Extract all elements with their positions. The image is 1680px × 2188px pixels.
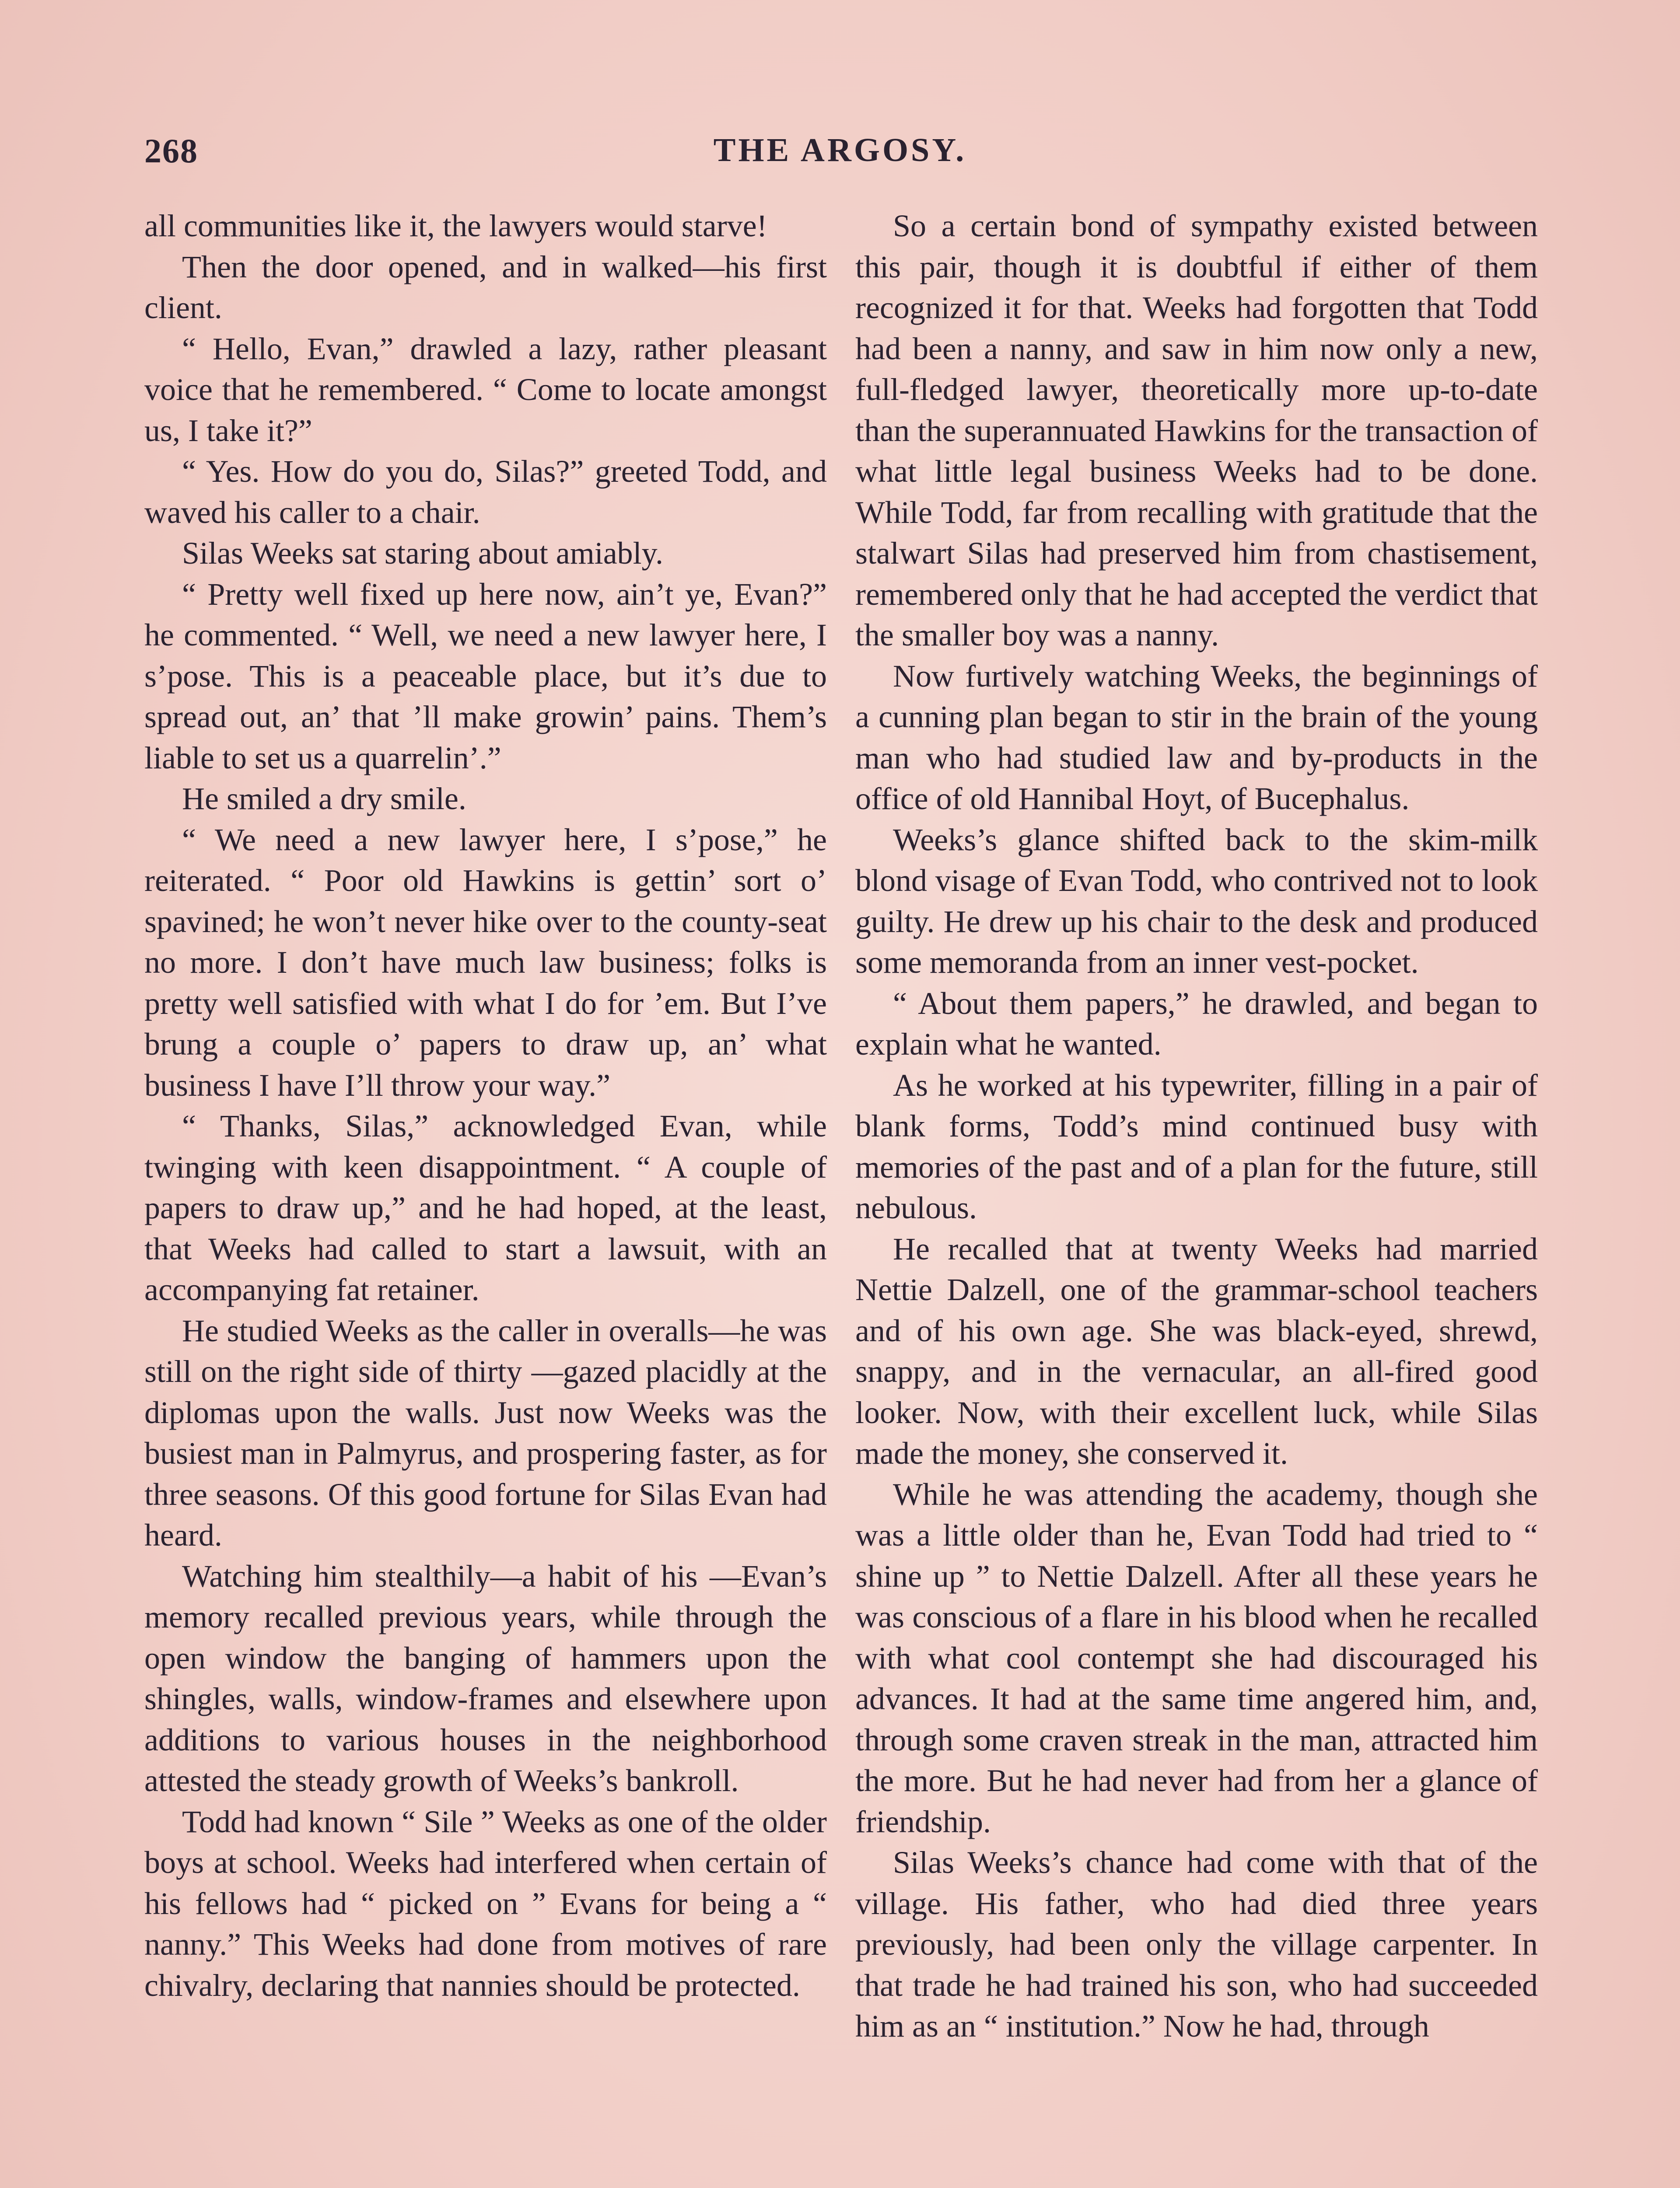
paragraph: He studied Weeks as the caller in overalls—he was still on the right side of thirty —gazed placidly at the diplomas upon the walls. Just now Weeks was the busiest man in Palmyrus, and prospering faster, as for three seasons. Of this good fortune for Silas Evan had heard.	[144, 1313, 827, 1553]
paragraph: “ Yes. How do you do, Silas?” greeted Todd, and waved his caller to a chair.	[144, 454, 827, 530]
paragraph: Weeks’s glance shifted back to the skim-milk blond visage of Evan Todd, who contrived not to look guilty. He drew up his chair to the desk and produced some memoranda from an inner vest-pocket.	[855, 822, 1538, 980]
paragraph: Watching him stealthily—a habit of his —Evan’s memory recalled previous years, while through the open window the banging of hammers upon the shingles, walls, window-frames and elsewhere upon additions to various houses in the neighborhood attested the steady growth of Weeks’s bankroll.	[144, 1558, 827, 1798]
paragraph: “ Pretty well fixed up here now, ain’t ye, Evan?” he commented. “ Well, we need a new lawyer here, I s’pose. This is a peaceable place, but it’s due to spread out, an’ that ’ll make growin’ pains. Them’s liable to set us a quarrelin’.”	[144, 576, 827, 775]
page-number: 268	[144, 132, 198, 170]
paragraph: Now furtively watching Weeks, the beginnings of a cunning plan began to stir in the brain of the young man who had studied law and by-products in the office of old Hannibal Hoyt, of Bucephalus.	[855, 658, 1538, 816]
paragraph: Todd had known “ Sile ” Weeks as one of the older boys at school. Weeks had interfered when certain of his fellows had “ picked on ” Evans for being a “ nanny.” This Weeks had done from motives of rare chivalry, declaring that nannies should be protected.	[144, 1804, 827, 2003]
paragraph: “ About them papers,” he drawled, and began to explain what he wanted.	[855, 985, 1538, 1062]
paragraph: He recalled that at twenty Weeks had married Nettie Dalzell, one of the grammar-school teachers and of his own age. She was black-eyed, shrewd, snappy, and in the vernacular, an all-fired good looker. Now, with their excellent luck, while Silas made the money, she conserved it.	[855, 1231, 1538, 1471]
paragraph: “ We need a new lawyer here, I s’pose,” he reiterated. “ Poor old Hawkins is gettin’ sort o’ spavined; he won’t never hike over to the county-seat no more. I don’t have much law business; folks is pretty well satisfied with what I do for ’em. But I’ve brung a couple o’ papers to draw up, an’ what business I have I’ll throw your way.”	[144, 822, 827, 1103]
paragraph: “ Thanks, Silas,” acknowledged Evan, while twinging with keen disappointment. “ A couple of papers to draw up,” and he had hoped, at the least, that Weeks had called to start a lawsuit, with an accompanying fat retainer.	[144, 1108, 827, 1307]
paragraph: As he worked at his typewriter, filling in a pair of blank forms, Todd’s mind continued busy with memories of the past and of a plan for the future, still nebulous.	[855, 1067, 1538, 1225]
right-column	[855, 206, 1538, 2047]
paragraph: all communities like it, the lawyers would starve!	[144, 208, 767, 243]
paragraph: So a certain bond of sympathy existed between this pair, though it is doubtful if either of them recognized it for that. Weeks had forgotten that Todd had been a nanny, and saw in him now only a new, full-fledged lawyer, theoretically more up-to-date than the superannuated Hawkins for the transaction of what little legal business Weeks had to be done. While Todd, far from recalling with gratitude that the stalwart Silas had preserved him from chastisement, remembered only that he had accepted the verdict that the smaller boy was a nanny.	[855, 208, 1538, 652]
paragraph: Then the door opened, and in walked—his first client.	[144, 249, 827, 325]
paragraph: “ Hello, Evan,” drawled a lazy, rather pleasant voice that he remembered. “ Come to locate amongst us, I take it?”	[144, 331, 827, 448]
page-header	[144, 131, 1536, 179]
paragraph: While he was attending the academy, though she was a little older than he, Evan Todd had tried to “ shine up ” to Nettie Dalzell. After all these years he was conscious of a flare in his blood when he recalled with what cool contempt she had discouraged his advances. It had at the same time angered him, and, through some craven streak in the man, attracted him the more. But he had never had from her a glance of friendship.	[855, 1476, 1538, 1839]
left-column	[144, 206, 827, 2006]
paragraph: Silas Weeks sat staring about amiably.	[182, 536, 664, 571]
paragraph: He smiled a dry smile.	[182, 781, 466, 816]
paragraph: Silas Weeks’s chance had come with that of the village. His father, who had died three years previously, had been only the village carpenter. In that trade he had trained his son, who had succeeded him as an “ institution.” Now he had, through	[855, 1845, 1538, 2044]
running-title: THE ARGOSY.	[713, 132, 967, 168]
